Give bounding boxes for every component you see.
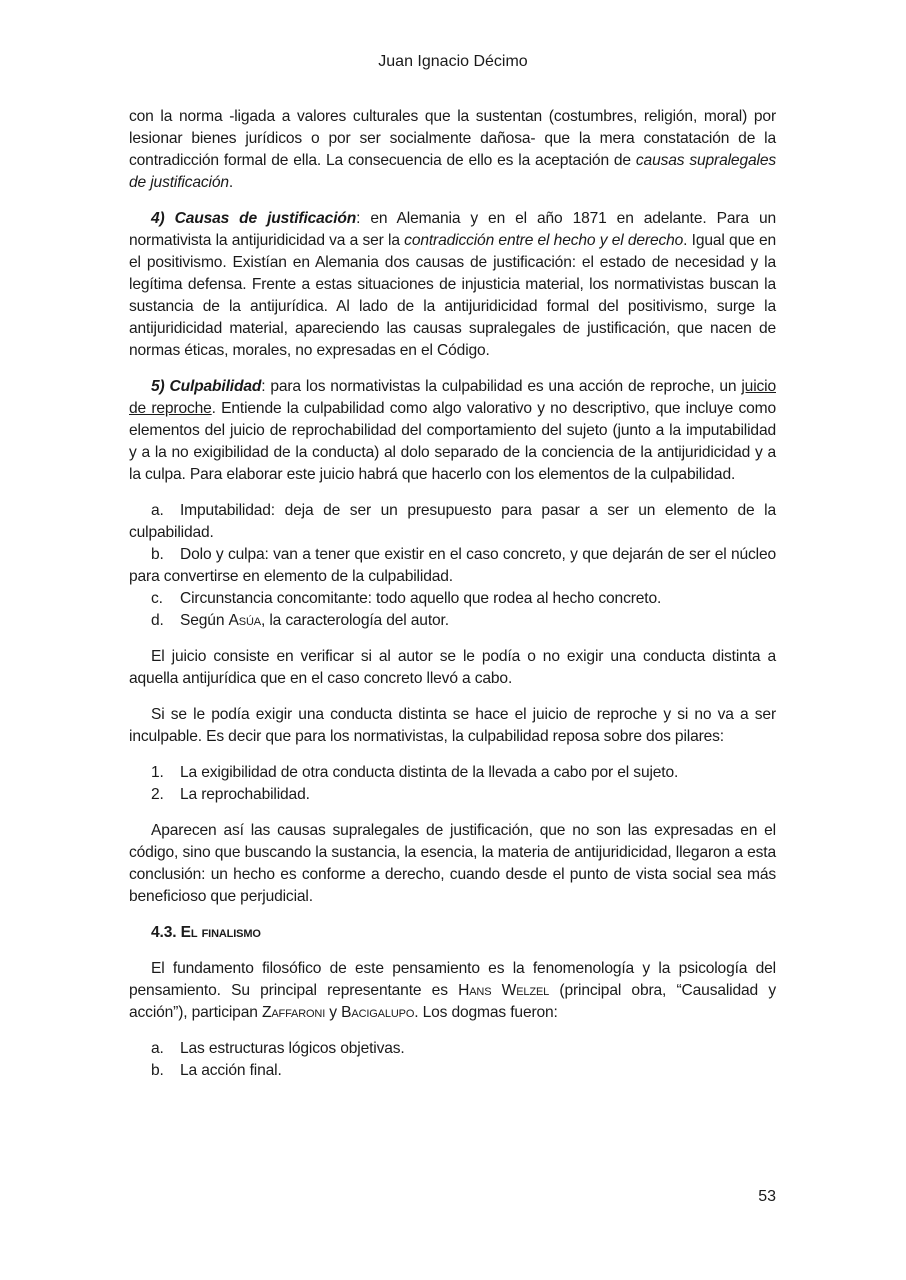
author-name: Zaffaroni (261, 1004, 326, 1021)
text-run: La acción final. (180, 1062, 282, 1079)
text-run: , la caracterología del autor. (260, 612, 449, 629)
text-run: . (228, 174, 234, 191)
paragraph (129, 646, 776, 690)
text-run: Aparecen así las causas supralegales de justificación, que no son las expresadas en el código, sino que buscando la sustancia, la esencia, la materia de antijuridicidad, llegaron a esta conclusión: un hecho es conforme a derecho, cuando desde el punto de vista social sea más beneficioso que perjudicial. (129, 822, 776, 905)
text-run: contradicción entre el hecho y el derecho (404, 232, 684, 249)
paragraph (129, 106, 776, 194)
list-item (129, 500, 776, 544)
text-run: Dolo y culpa: van a tener que existir en el caso concreto, y que dejarán de ser el núcleo para convertirse en elemento de la culpabilidad. (129, 546, 776, 585)
paragraph (129, 208, 776, 362)
text-run: La exigibilidad de otra conducta distinta de la llevada a cabo por el sujeto. (180, 764, 679, 781)
list-marker: b. (151, 1062, 164, 1079)
paragraph (129, 820, 776, 908)
text-run: Según (180, 612, 229, 629)
list-item (129, 762, 776, 784)
text-run: Circunstancia concomitante: todo aquello que rodea al hecho concreto. (180, 590, 662, 607)
paragraph (129, 376, 776, 486)
author-name: Asúa (228, 612, 261, 629)
text-run: juicio de reproche (129, 378, 776, 417)
list-marker: 2. (151, 786, 164, 803)
running-header: Juan Ignacio Décimo (378, 53, 528, 70)
list-marker: c. (151, 590, 163, 607)
text-run: 4.3. El finalismo (151, 924, 261, 941)
text-run: . Los dogmas fueron: (414, 1004, 558, 1021)
list-item (129, 544, 776, 588)
list-item (129, 610, 776, 632)
paragraph (129, 958, 776, 1024)
text-run: . Entiende la culpabilidad como algo valorativo y no descriptivo, que incluye como elementos del juicio de reprochabilidad del comportamiento del sujeto (junto a la imputabilidad y a la no exigibilidad de la conducta) al dolo separado de la conciencia de la antijuridicidad y a la culpa. Para elaborar este juicio habrá que hacerlo con los elementos de la culpabilidad. (129, 400, 776, 483)
text-run: : para los normativistas la culpabilidad es una acción de reproche, un (261, 378, 742, 395)
text-run: El juicio consiste en verificar si al autor se le podía o no exigir una conducta distinta a aquella antijurídica que en el caso concreto llevó a cabo. (129, 648, 776, 687)
author-name: Hans Welzel (458, 982, 550, 999)
paragraph (129, 704, 776, 748)
section-heading (129, 922, 776, 944)
text-run: y (325, 1004, 342, 1021)
list-item (129, 588, 776, 610)
text-run: Si se le podía exigir una conducta distinta se hace el juicio de reproche y si no va a ser inculpable. Es decir que para los normativistas, la culpabilidad reposa sobre dos pilares: (129, 706, 776, 745)
text-run: con la norma -ligada a valores culturales que la sustentan (costumbres, religión, moral) por lesionar bienes jurídicos o por ser socialmente dañosa- que la mera constatación de la contradicción formal de ella. La consecuencia de ello es la aceptación de (129, 108, 776, 169)
text-run: : en Alemania y en el año 1871 en adelante. Para un normativista la antijuridicidad va a ser la (129, 210, 776, 249)
list-item (129, 1060, 776, 1082)
text-run: La reprochabilidad. (180, 786, 310, 803)
paragraph-heading: 5) Culpabilidad (151, 378, 262, 395)
list-marker: a. (151, 502, 164, 519)
text-run: Imputabilidad: deja de ser un presupuesto para pasar a ser un elemento de la culpabilidad. (129, 502, 776, 541)
text-run: Las estructuras lógicos objetivas. (180, 1040, 405, 1057)
paragraph-heading: 4) Causas de justificación (151, 210, 357, 227)
list-item (129, 784, 776, 806)
text-run: . Igual que en el positivismo. Existían en Alemania dos causas de justificación: el estado de necesidad y la legítima defensa. Frente a estas situaciones de injusticia material, los normativistas buscan la sustancia de la antijurídica. Al lado de la antijuridicidad formal del positivismo, surge la antijuridicidad material, apareciendo las causas supralegales de justificación, que nacen de normas éticas, morales, no expresadas en el Código. (129, 232, 776, 359)
list-marker: d. (151, 612, 164, 629)
document-body (129, 106, 776, 1096)
text-run: El fundamento filosófico de este pensamiento es la fenomenología y la psicología del pensamiento. Su principal representante es (129, 960, 776, 999)
text-run: causas supralegales de justificación (129, 152, 776, 191)
page-number: 53 (758, 1188, 776, 1205)
list-item (129, 1038, 776, 1060)
list-marker: a. (151, 1040, 164, 1057)
text-run: (principal obra, “Causalidad y acción”), participan (129, 982, 776, 1021)
list-marker: b. (151, 546, 164, 563)
list-marker: 1. (151, 764, 164, 781)
author-name: Bacigalupo (341, 1004, 415, 1021)
